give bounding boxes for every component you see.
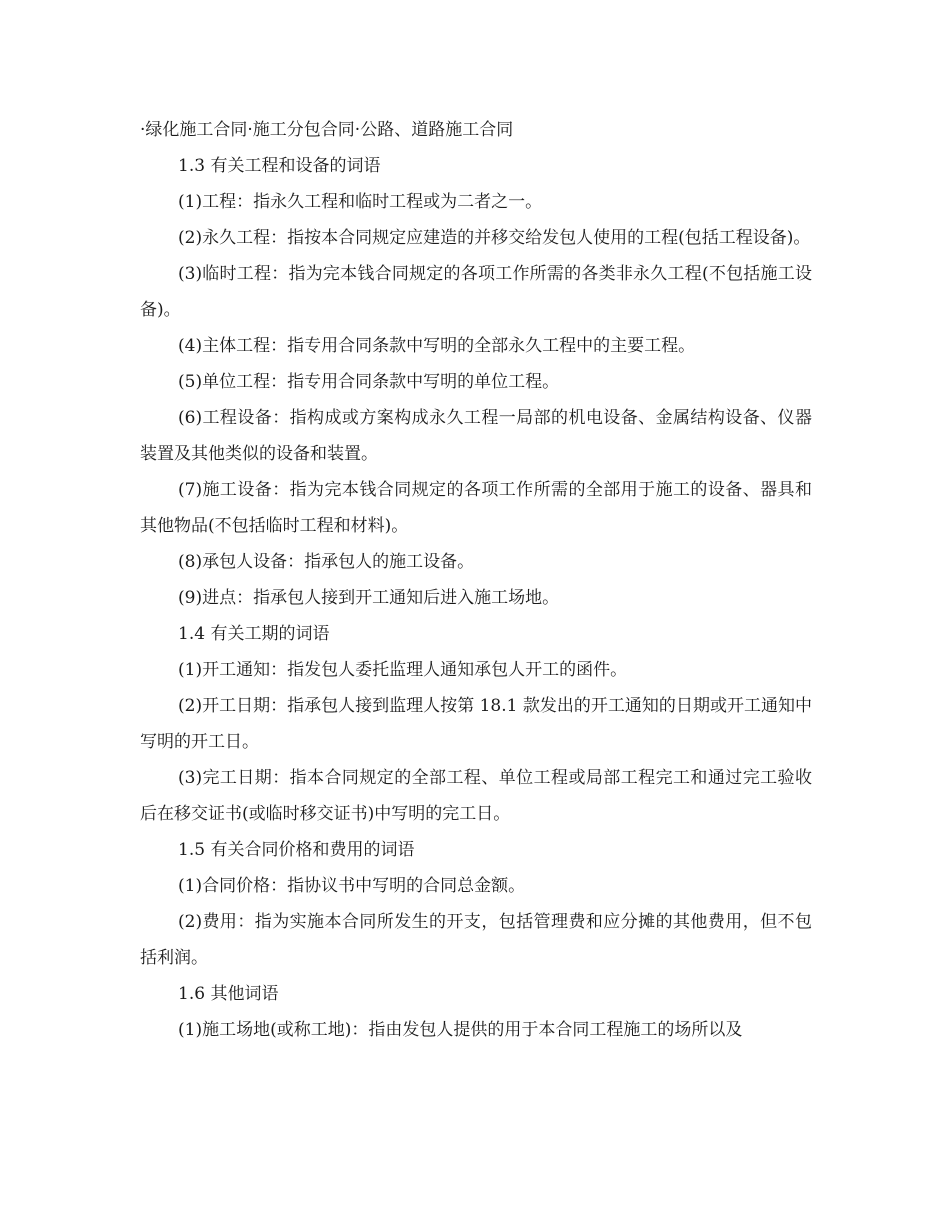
clause-1-4-1: (1)开工通知：指发包人委托监理人通知承包人开工的函件。 <box>178 660 628 680</box>
clause-1-4-3: (3)完工日期：指本合同规定的全部工程、单位工程或局部工程完工和通过完工验收后在移交证书(或临时移交证书)中写明的完工日。 <box>140 768 812 824</box>
clause-1-4-2: (2)开工日期：指承包人接到监理人按第 18.1 款发出的开工通知的日期或开工通知中写明的开工日。 <box>140 696 812 752</box>
clause-1-6-1: (1)施工场地(或称工地)：指由发包人提供的用于本合同工程施工的场所以及 <box>178 1020 743 1040</box>
clause-1-3-4: (4)主体工程：指专用合同条款中写明的全部永久工程中的主要工程。 <box>178 336 696 356</box>
section-heading-1-4: 1.4 有关工期的词语 <box>178 624 330 644</box>
section-heading-1-5: 1.5 有关合同价格和费用的词语 <box>178 840 415 860</box>
document-page <box>140 112 812 1048</box>
contract-type-list: ·绿化施工合同·施工分包合同·公路、道路施工合同 <box>140 120 514 140</box>
section-heading-1-3: 1.3 有关工程和设备的词语 <box>178 156 381 176</box>
clause-1-3-9: (9)进点：指承包人接到开工通知后进入施工场地。 <box>178 588 560 608</box>
section-heading-1-6: 1.6 其他词语 <box>178 984 279 1004</box>
clause-1-3-1: (1)工程：指永久工程和临时工程或为二者之一。 <box>178 192 543 212</box>
clause-1-3-5: (5)单位工程：指专用合同条款中写明的单位工程。 <box>178 372 560 392</box>
clause-1-3-3: (3)临时工程：指为完本钱合同规定的各项工作所需的各类非永久工程(不包括施工设备)。 <box>140 264 812 320</box>
clause-1-3-2: (2)永久工程：指按本合同规定应建造的并移交给发包人使用的工程(包括工程设备)。 <box>178 228 811 248</box>
clause-1-3-8: (8)承包人设备：指承包人的施工设备。 <box>178 552 475 572</box>
clause-1-3-6: (6)工程设备：指构成或方案构成永久工程一局部的机电设备、金属结构设备、仪器装置及其他类似的设备和装置。 <box>140 408 812 464</box>
clause-1-5-2: (2)费用：指为实施本合同所发生的开支，包括管理费和应分摊的其他费用，但不包括利润。 <box>140 912 812 968</box>
clause-1-5-1: (1)合同价格：指协议书中写明的合同总金额。 <box>178 876 526 896</box>
clause-1-3-7: (7)施工设备：指为完本钱合同规定的各项工作所需的全部用于施工的设备、器具和其他物品(不包括临时工程和材料)。 <box>140 480 812 536</box>
